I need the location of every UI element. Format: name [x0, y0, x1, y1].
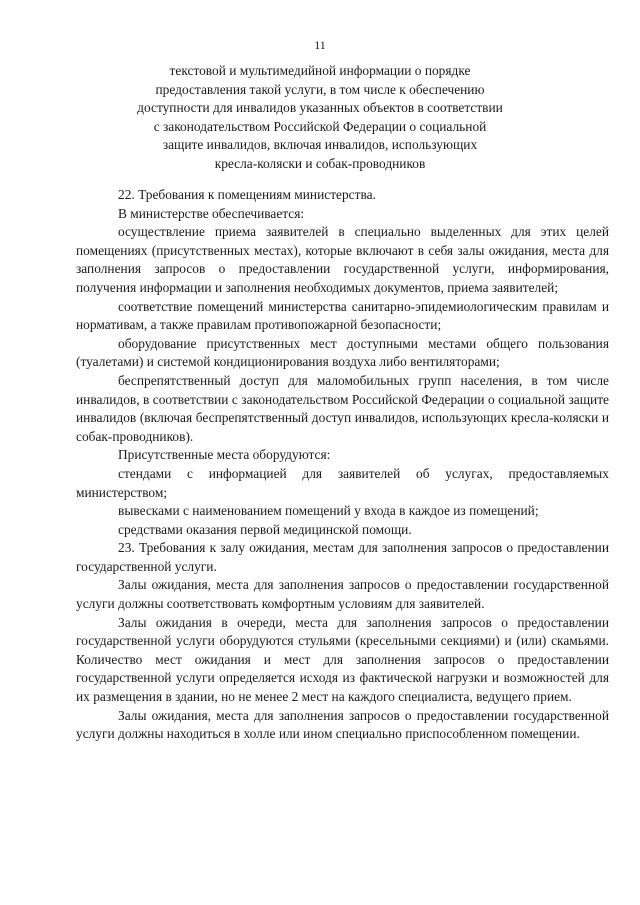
paragraph: Залы ожидания, места для заполнения запросов о предоставлении государственной услуги должны находиться в холле или ином специально приспособленном помещении.	[76, 707, 609, 742]
paragraph: вывесками с наименованием помещений у входа в каждое из помещений;	[118, 503, 539, 519]
paragraph: Залы ожидания, места для заполнения запросов о предоставлении государственной услуги должны соответствовать комфортным условиям для заявителей.	[76, 577, 609, 612]
paragraph: соответствие помещений министерства санитарно-эпидемиологическим правилам и нормативам, а также правилам противопожарной безопасности;	[76, 298, 609, 333]
paragraph: беспрепятственный доступ для маломобильных групп населения, в том числе инвалидов, в соответствии с законодательством Российской Федерации о социальной защите инвалидов (включая беспрепятственный доступ инвалидов, использующих кресла-коляски и собак-проводников).	[76, 372, 609, 444]
paragraph: средствами оказания первой медицинской помощи.	[118, 521, 412, 537]
clause-22-title: 22. Требования к помещениям министерства.	[118, 187, 376, 202]
heading-line: текстовой и мультимедийной информации о порядке	[169, 63, 471, 78]
document-body	[76, 186, 609, 744]
section-heading	[120, 62, 520, 174]
paragraph: Присутственные места оборудуются:	[118, 447, 331, 463]
heading-line: с законодательством Российской Федерации о социальной	[153, 118, 487, 134]
heading-line: кресла-коляски и собак-проводников	[214, 155, 426, 171]
paragraph: стендами с информацией для заявителей об услугах, предоставляемых министерством;	[76, 465, 609, 500]
heading-line: предоставления такой услуги, в том числе к обеспечению	[155, 81, 485, 97]
page-number: 11	[314, 38, 326, 52]
heading-line: защите инвалидов, включая инвалидов, использующих	[162, 137, 478, 153]
paragraph: В министерстве обеспечивается:	[118, 205, 305, 221]
clause-23-title: 23. Требования к залу ожидания, местам для заполнения запросов о предоставлении государственной услуги.	[76, 540, 609, 574]
heading-line: доступности для инвалидов указанных объектов в соответствии	[137, 100, 503, 116]
paragraph: осуществление приема заявителей в специально выделенных для этих целей помещениях (присутственных местах), которые включают в себя залы ожидания, места для заполнения запросов о предоставлении государственной услуги, информирования, получения информации и заполнения необходимых документов, приема заявителей;	[76, 224, 609, 295]
paragraph: оборудование присутственных мест доступными местами общего пользования (туалетами) и системой кондиционирования воздуха либо вентиляторами;	[76, 335, 609, 370]
paragraph: Залы ожидания в очереди, места для заполнения запросов о предоставлении государственной услуги оборудуются стульями (кресельными секциями) и (или) скамьями. Количество мест ожидания и мест для заполнения запросов о предоставлении государственной услуги определяется исходя из фактической нагрузки и возможностей для их размещения в здании, но не менее 2 мест на каждого специалиста, ведущего прием.	[76, 614, 609, 705]
